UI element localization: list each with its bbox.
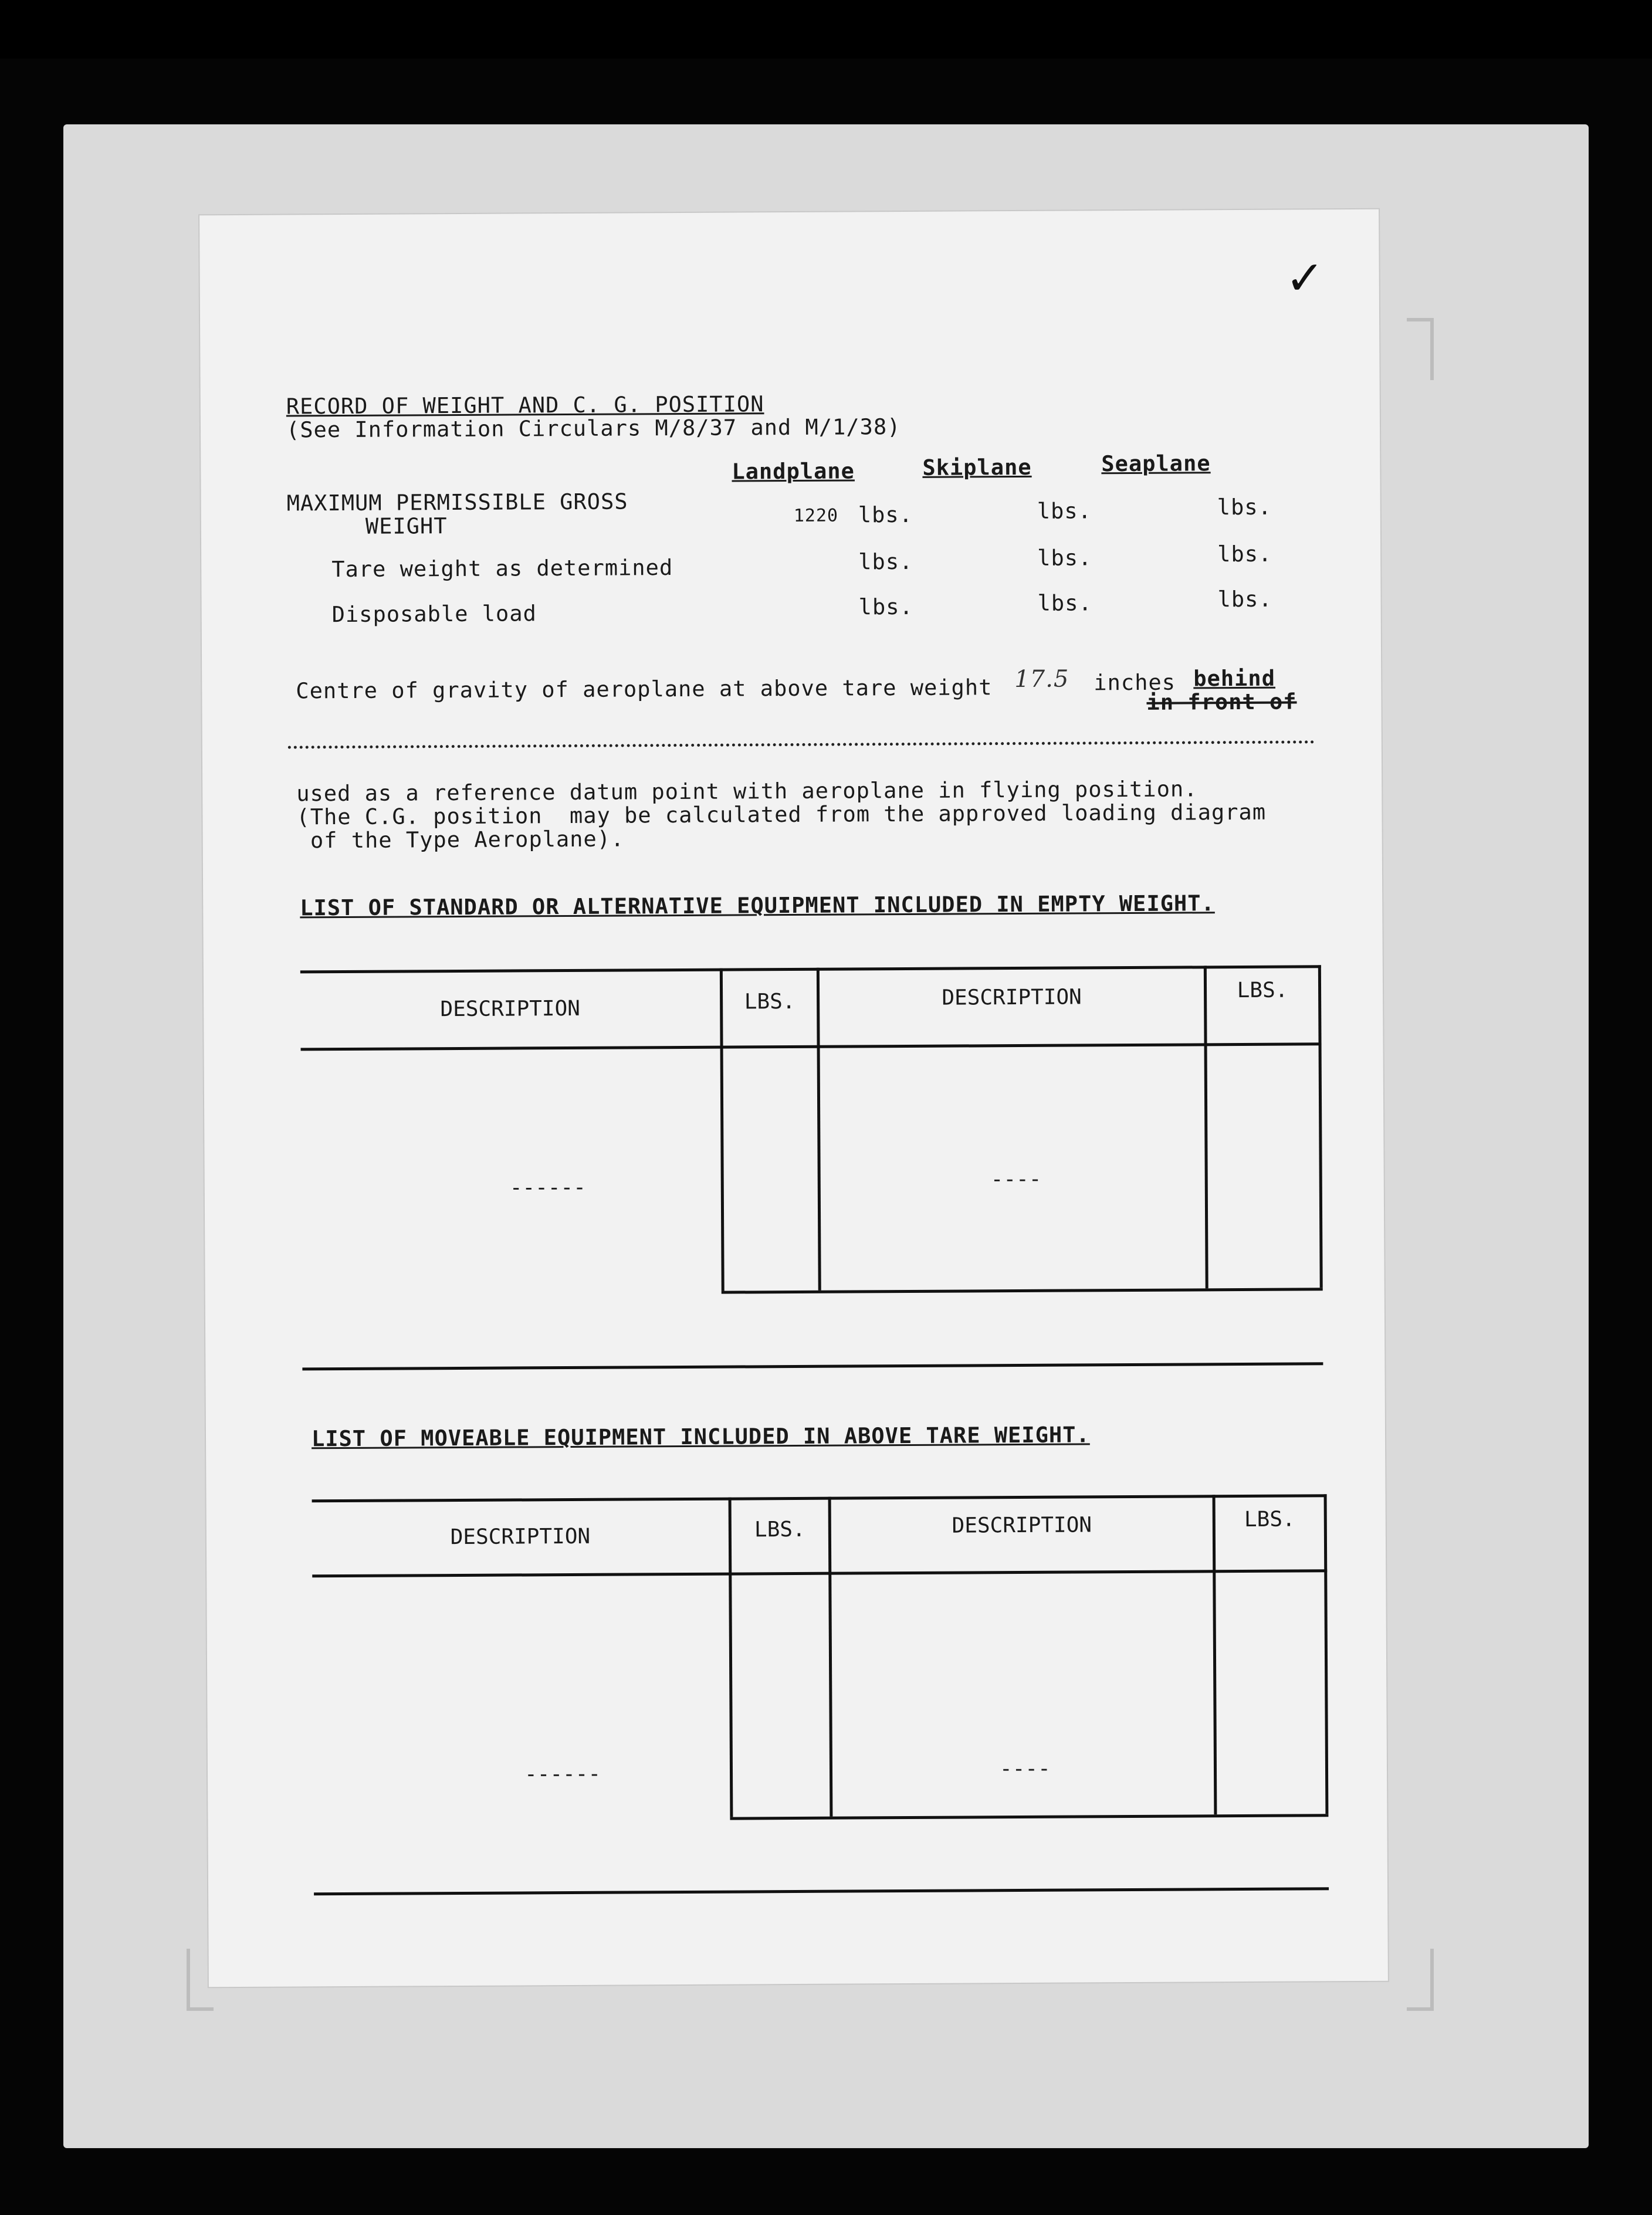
row-tare-weight-landplane-unit: lbs. (858, 548, 913, 575)
cg-value: 17.5 (1014, 665, 1069, 693)
row-max-weight-landplane-unit: lbs. (858, 502, 913, 528)
row-disposable-load-label: Disposable load (331, 601, 537, 628)
table2-header-lbs-1: LBS. (754, 1517, 805, 1542)
row-max-weight-label-1: MAXIMUM PERMISSIBLE GROSS (286, 489, 628, 516)
table2-col-divider-1 (729, 1498, 733, 1817)
cg-label: Centre of gravity of aeroplane at above tare weight (296, 675, 993, 704)
check-mark: ✓ (1285, 250, 1325, 306)
table2-header-rule (312, 1569, 1327, 1577)
table2-col-divider-2 (828, 1497, 833, 1817)
datum-line-1: used as a reference datum point with aeroplane in flying position. (296, 776, 1198, 807)
crop-mark-bottom-right (1407, 1949, 1434, 2011)
table1-dash-left: ------ (509, 1175, 586, 1200)
datum-line-3: of the Type Aeroplane). (296, 826, 625, 854)
table2-header-description-1: DESCRIPTION (450, 1524, 591, 1550)
table1-top-rule (300, 965, 1321, 973)
row-disposable-load-skiplane-unit: lbs. (1037, 590, 1092, 616)
table1-header-lbs-1: LBS. (744, 989, 795, 1014)
table1-col-divider-3 (1204, 966, 1208, 1288)
row-max-weight-landplane-value: 1220 (793, 505, 839, 526)
table2-header-lbs-2: LBS. (1244, 1507, 1295, 1532)
table2-title: LIST OF MOVEABLE EQUIPMENT INCLUDED IN ABOVE TARE WEIGHT. (311, 1422, 1090, 1452)
table1-col-divider-1 (720, 968, 725, 1291)
row-tare-weight-seaplane-unit: lbs. (1217, 541, 1272, 567)
table2-dash-right: ---- (999, 1756, 1051, 1782)
row-disposable-load-seaplane-unit: lbs. (1217, 586, 1272, 612)
table2-top-rule (312, 1494, 1327, 1502)
table1-header-lbs-2: LBS. (1237, 978, 1288, 1003)
cg-in-front-struck: in front of (1146, 689, 1297, 715)
row-tare-weight-skiplane-unit: lbs. (1037, 545, 1092, 571)
row-tare-weight-label: Tare weight as determined (331, 555, 673, 582)
table1-bottom-rule (302, 1362, 1323, 1370)
form-page (199, 209, 1388, 1987)
table2-col-divider-4 (1324, 1494, 1329, 1814)
row-max-weight-skiplane-unit: lbs. (1037, 498, 1092, 524)
column-skiplane: Skiplane (922, 454, 1032, 480)
table1-header-description-2: DESCRIPTION (942, 985, 1082, 1010)
table2-bottom-rule (314, 1887, 1329, 1895)
table1-title: LIST OF STANDARD OR ALTERNATIVE EQUIPMENT INCLUDED IN EMPTY WEIGHT. (300, 890, 1215, 921)
row-max-weight-label-2: WEIGHT (365, 513, 448, 539)
datum-line-2: (The C.G. position may be calculated from the approved loading diagram (296, 799, 1267, 830)
table1-dash-right: ---- (990, 1167, 1042, 1192)
table1-header-description-1: DESCRIPTION (440, 996, 581, 1022)
table2-col-divider-3 (1213, 1495, 1217, 1814)
page-title: RECORD OF WEIGHT AND C. G. POSITION (286, 391, 764, 419)
cg-inches: inches (1094, 669, 1176, 696)
scan-border-top (0, 0, 1652, 59)
table1-header-rule (301, 1042, 1322, 1051)
crop-mark-top-right (1407, 318, 1434, 380)
table2-dash-left: ------ (524, 1762, 601, 1787)
row-max-weight-seaplane-unit: lbs. (1217, 494, 1272, 520)
table2-inner-bottom-rule (730, 1814, 1328, 1820)
cg-behind: behind (1193, 665, 1276, 692)
datum-dotted-line (288, 740, 1315, 749)
table1-col-divider-2 (817, 968, 821, 1291)
row-disposable-load-landplane-unit: lbs. (858, 594, 913, 620)
table2-header-description-2: DESCRIPTION (952, 1513, 1092, 1538)
column-seaplane: Seaplane (1101, 451, 1211, 477)
page-subtitle: (See Information Circulars M/8/37 and M/1/38) (286, 414, 901, 443)
table1-inner-bottom-rule (722, 1288, 1323, 1293)
column-landplane: Landplane (732, 458, 855, 485)
table1-col-divider-4 (1318, 965, 1323, 1288)
